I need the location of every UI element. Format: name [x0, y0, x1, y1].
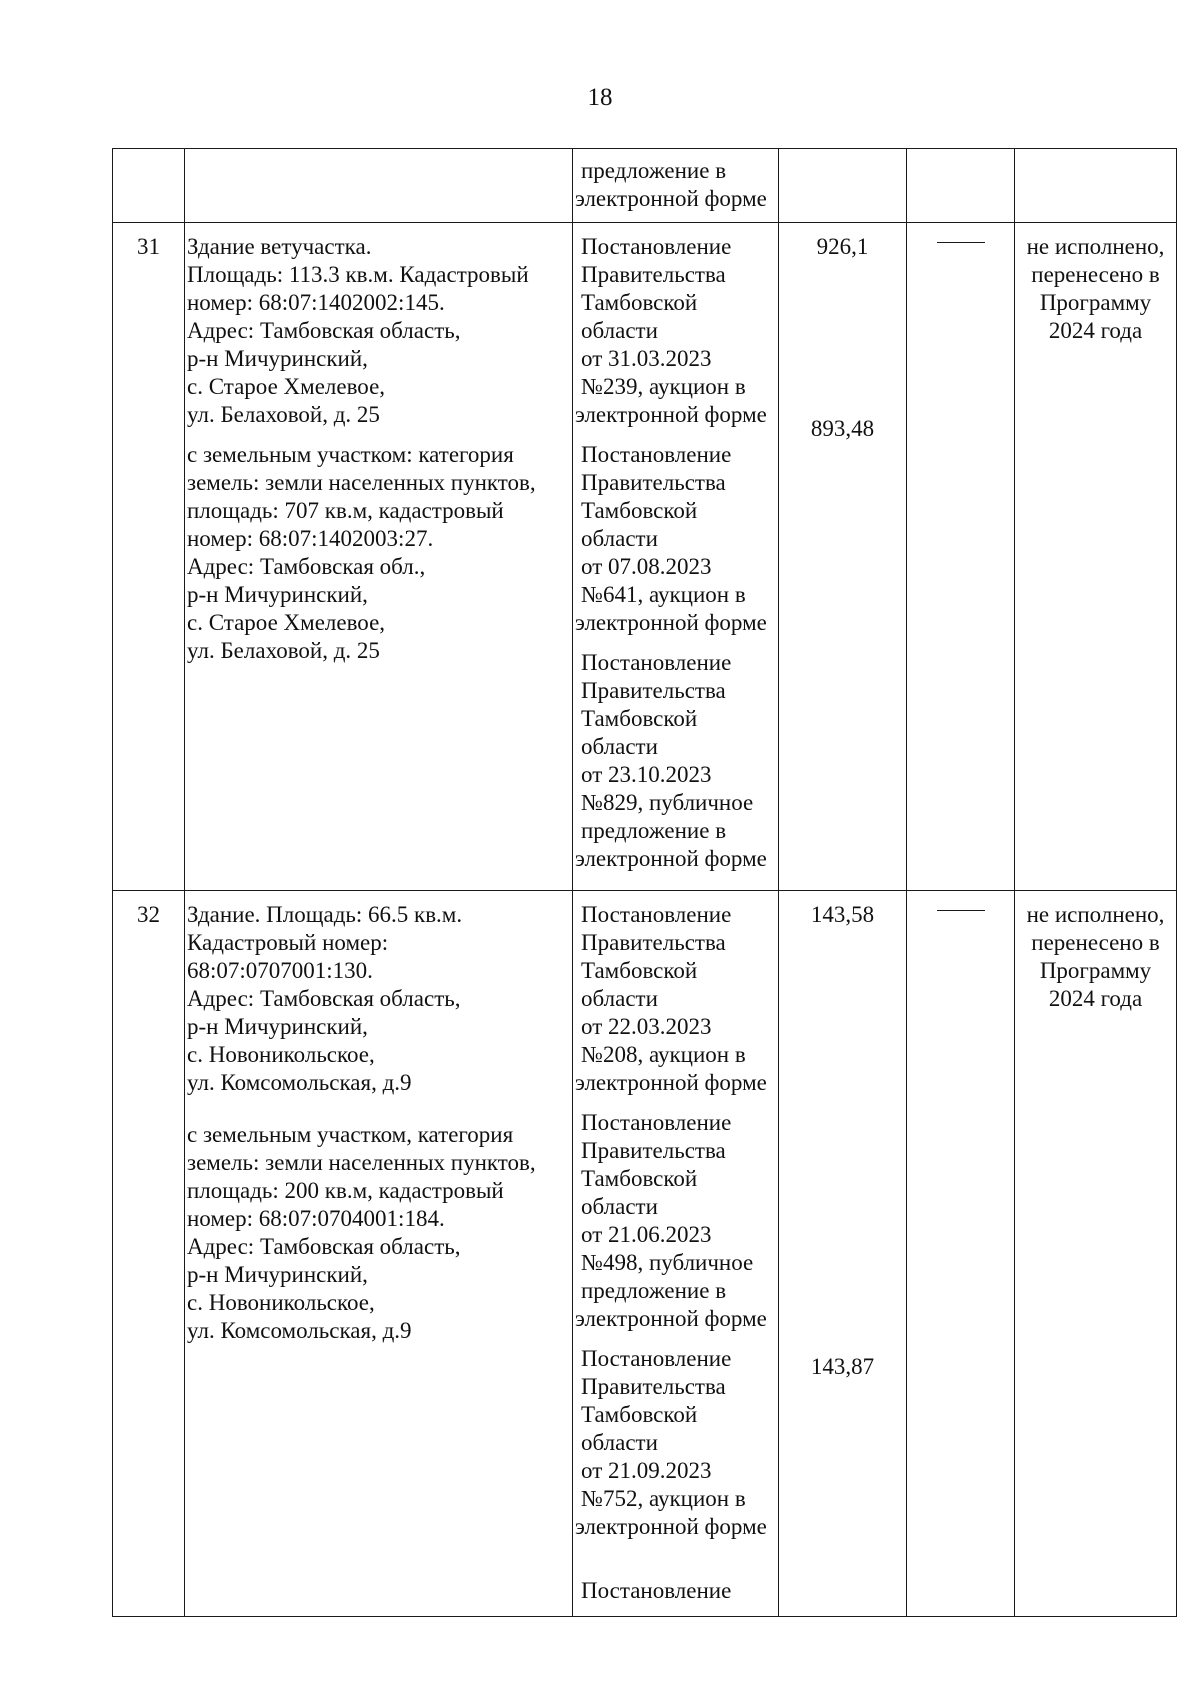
price-value: 893,48	[810, 416, 875, 441]
doc-line: Правительства	[581, 930, 726, 955]
land-plot-description	[187, 1121, 570, 1345]
doc-line: Постановление	[581, 442, 732, 467]
cell-desc	[185, 149, 573, 223]
dash-mark	[937, 910, 985, 911]
page-number: 18	[587, 84, 613, 111]
doc-line: электронной форме	[575, 186, 767, 211]
doc-line: Постановление	[581, 1110, 732, 1135]
desc-line: ул. Белаховой, д. 25	[187, 638, 380, 663]
result-line: перенесено в	[1031, 930, 1160, 955]
program-table	[112, 148, 1177, 1617]
doc-line: Постановление	[581, 650, 732, 675]
desc-line: с. Старое Хмелевое,	[187, 374, 386, 399]
doc-line: Правительства	[581, 678, 726, 703]
decree-block	[575, 1345, 778, 1541]
object-description	[185, 223, 573, 891]
doc-line: электронной форме	[575, 1070, 767, 1095]
desc-line: р-н Мичуринский,	[187, 582, 368, 607]
continuation-row	[113, 149, 1177, 223]
desc-line: с. Новоникольское,	[187, 1290, 375, 1315]
desc-line: р-н Мичуринский,	[187, 1262, 368, 1287]
doc-line: №208, аукцион в	[581, 1042, 746, 1067]
decree-block	[575, 233, 778, 429]
doc-line: Тамбовской	[581, 1166, 698, 1191]
doc-line: электронной форме	[575, 1514, 767, 1539]
doc-line: №239, аукцион в	[581, 374, 746, 399]
object-description	[185, 891, 573, 1617]
table-row	[113, 223, 1177, 891]
desc-line: площадь: 200 кв.м, кадастровый	[187, 1178, 504, 1203]
doc-line: №498, публичное	[581, 1250, 754, 1275]
doc-line: №641, аукцион в	[581, 582, 746, 607]
cell-dash	[907, 149, 1015, 223]
doc-line: Постановление	[581, 1346, 732, 1371]
doc-line: Правительства	[581, 1374, 726, 1399]
doc-line: Тамбовской	[581, 706, 698, 731]
desc-line: р-н Мичуринский,	[187, 1014, 368, 1039]
land-plot-description	[187, 441, 570, 665]
desc-line: Адрес: Тамбовская область,	[187, 986, 461, 1011]
doc-line: от 21.09.2023	[581, 1458, 712, 1483]
doc-line: области	[581, 734, 658, 759]
table-row	[113, 891, 1177, 1617]
doc-line: Постановление	[581, 234, 732, 259]
dash-cell	[907, 891, 1015, 1617]
doc-line: Тамбовской	[581, 1402, 698, 1427]
doc-line: Постановление	[581, 902, 732, 927]
result-line: 2024 года	[1048, 986, 1143, 1011]
result-line: Программу	[1039, 290, 1152, 315]
desc-line: с земельным участком, категория	[187, 1122, 514, 1147]
dash-cell	[907, 223, 1015, 891]
desc-line: Адрес: Тамбовская область,	[187, 1234, 461, 1259]
doc-line: Постановление	[581, 1578, 732, 1603]
desc-line: ул. Комсомольская, д.9	[187, 1318, 412, 1343]
desc-line: Здание ветучастка.	[187, 234, 372, 259]
doc-line: области	[581, 1194, 658, 1219]
doc-line: предложение в	[581, 158, 727, 183]
doc-line: предложение в	[581, 1278, 727, 1303]
cell-doc	[573, 149, 779, 223]
doc-line: области	[581, 526, 658, 551]
result-line: Программу	[1039, 958, 1152, 983]
result-line: не исполнено,	[1026, 902, 1165, 927]
desc-line: Адрес: Тамбовская область,	[187, 318, 461, 343]
legal-basis	[573, 223, 779, 891]
price-value: 926,1	[816, 234, 869, 259]
building-description	[187, 233, 570, 429]
doc-line: Правительства	[581, 262, 726, 287]
doc-line: области	[581, 986, 658, 1011]
desc-line: Здание. Площадь: 66.5 кв.м.	[187, 902, 463, 927]
desc-line: ул. Комсомольская, д.9	[187, 1070, 412, 1095]
row-number-text: 31	[137, 234, 160, 259]
desc-line: Кадастровый номер:	[187, 930, 389, 955]
desc-line: земель: земли населенных пунктов,	[187, 470, 536, 495]
desc-line: с земельным участком: категория	[187, 442, 514, 467]
result-cell	[1015, 891, 1177, 1617]
desc-line: Площадь: 113.3 кв.м. Кадастровый	[187, 262, 529, 287]
desc-line: ул. Белаховой, д. 25	[187, 402, 380, 427]
result-cell	[1015, 223, 1177, 891]
doc-line: электронной форме	[575, 402, 767, 427]
doc-line: от 31.03.2023	[581, 346, 712, 371]
doc-line: от 21.06.2023	[581, 1222, 712, 1247]
doc-line: от 07.08.2023	[581, 554, 712, 579]
cell-price	[779, 149, 907, 223]
price-cell	[779, 223, 907, 891]
decree-block	[575, 649, 778, 873]
result-line: 2024 года	[1048, 318, 1143, 343]
legal-basis	[573, 891, 779, 1617]
row-number	[113, 223, 185, 891]
result-line: перенесено в	[1031, 262, 1160, 287]
row-number	[113, 891, 185, 1617]
doc-line: электронной форме	[575, 1306, 767, 1331]
decree-block	[575, 1577, 778, 1605]
building-description	[187, 901, 570, 1097]
desc-line: площадь: 707 кв.м, кадастровый	[187, 498, 504, 523]
doc-line: электронной форме	[575, 846, 767, 871]
desc-line: р-н Мичуринский,	[187, 346, 368, 371]
decree-block	[575, 901, 778, 1097]
doc-line: предложение в	[581, 818, 727, 843]
desc-line: 68:07:0707001:130.	[187, 958, 373, 983]
doc-line: №752, аукцион в	[581, 1486, 746, 1511]
doc-line: Тамбовской	[581, 498, 698, 523]
price-cell	[779, 891, 907, 1617]
doc-line: Правительства	[581, 1138, 726, 1163]
doc-line: Правительства	[581, 470, 726, 495]
doc-line: области	[581, 1430, 658, 1455]
desc-line: с. Новоникольское,	[187, 1042, 375, 1067]
doc-line: электронной форме	[575, 610, 767, 635]
desc-line: с. Старое Хмелевое,	[187, 610, 386, 635]
dash-mark	[937, 242, 985, 243]
cell-num	[113, 149, 185, 223]
result-line: не исполнено,	[1026, 234, 1165, 259]
desc-line: номер: 68:07:1402003:27.	[187, 526, 434, 551]
desc-line: номер: 68:07:1402002:145.	[187, 290, 445, 315]
doc-line: от 23.10.2023	[581, 762, 712, 787]
doc-line: Тамбовской	[581, 290, 698, 315]
price-value: 143,87	[810, 1354, 875, 1379]
desc-line: номер: 68:07:0704001:184.	[187, 1206, 445, 1231]
decree-block	[575, 1109, 778, 1333]
row-number-text: 32	[137, 902, 160, 927]
price-value: 143,58	[810, 902, 875, 927]
doc-line: области	[581, 318, 658, 343]
doc-line: от 22.03.2023	[581, 1014, 712, 1039]
desc-line: земель: земли населенных пунктов,	[187, 1150, 536, 1175]
doc-line: №829, публичное	[581, 790, 754, 815]
cell-result	[1015, 149, 1177, 223]
doc-line: Тамбовской	[581, 958, 698, 983]
decree-block	[575, 441, 778, 637]
desc-line: Адрес: Тамбовская обл.,	[187, 554, 426, 579]
